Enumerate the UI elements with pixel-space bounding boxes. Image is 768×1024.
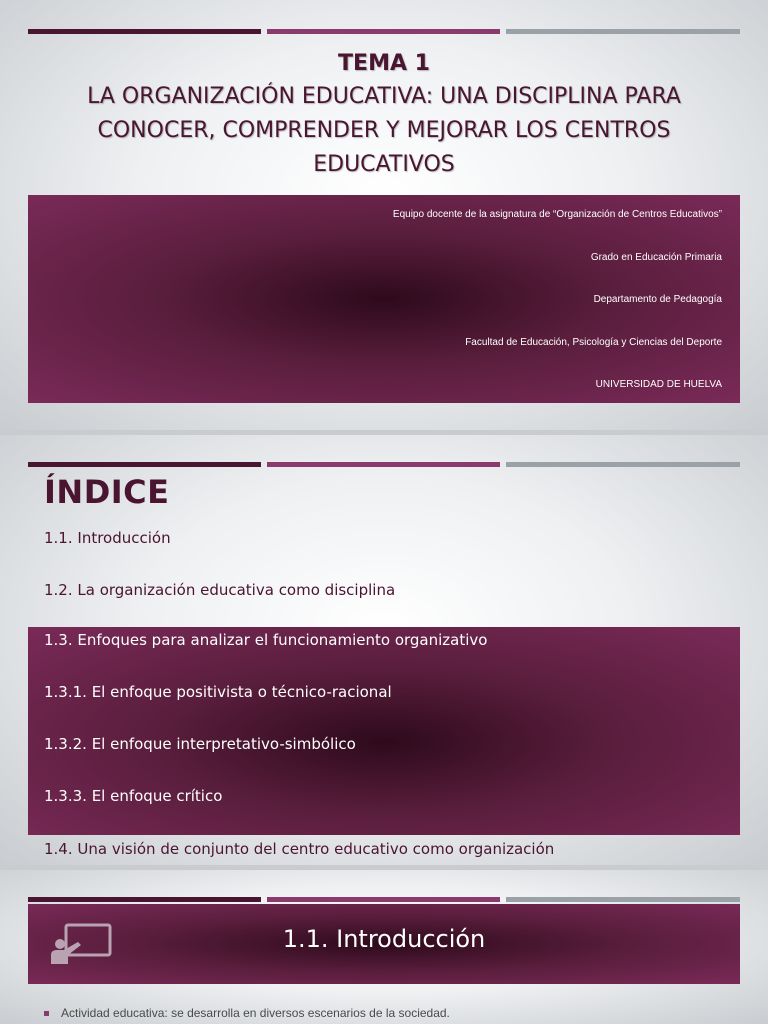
info-department: Departamento de Pedagogía <box>593 294 722 306</box>
index-item-1-3[interactable]: 1.3. Enfoques para analizar el funcionamiento organizativo <box>44 631 488 649</box>
info-faculty: Facultad de Educación, Psicología y Ciencias del Deporte <box>465 336 722 348</box>
subtitle-line-2: CONOCER, COMPRENDER Y MEJORAR LOS CENTROS <box>97 118 671 143</box>
index-title: ÍNDICE <box>44 473 170 511</box>
info-panel <box>28 195 740 403</box>
info-university: UNIVERSIDAD DE HUELVA <box>595 379 722 391</box>
accent-bar-gray <box>506 29 740 34</box>
accent-bar-gray <box>506 897 740 902</box>
section-header-panel <box>28 904 740 984</box>
index-item-1-2[interactable]: 1.2. La organización educativa como disciplina <box>44 581 396 599</box>
accent-bar-plum <box>267 897 500 902</box>
index-item-1-3-1[interactable]: 1.3.1. El enfoque positivista o técnico-racional <box>44 683 392 701</box>
info-team: Equipo docente de la asignatura de “Organización de Centros Educativos” <box>392 209 722 220</box>
title-slide[interactable] <box>0 0 768 430</box>
index-highlight-panel <box>28 627 740 835</box>
index-item-1-1[interactable]: 1.1. Introducción <box>44 529 171 547</box>
index-item-1-3-2[interactable]: 1.3.2. El enfoque interpretativo-simbólico <box>44 735 356 753</box>
info-degree: Grado en Educación Primaria <box>590 251 722 263</box>
subtitle-line-3: EDUCATIVOS <box>313 152 455 177</box>
accent-bar-dark <box>28 462 261 467</box>
accent-bar-gray <box>506 462 740 467</box>
section-title: 1.1. Introducción <box>282 925 486 953</box>
bullet-text: Actividad educativa: se desarrolla en diversos escenarios de la sociedad. <box>61 1006 450 1020</box>
accent-bar-dark <box>28 897 261 902</box>
slide-title-block <box>28 48 740 182</box>
tema-heading: TEMA 1 <box>338 51 430 76</box>
index-slide[interactable] <box>0 435 768 865</box>
bullet-square-icon <box>44 1011 49 1016</box>
accent-bar-plum <box>267 462 500 467</box>
index-item-1-3-3[interactable]: 1.3.3. El enfoque crítico <box>44 787 223 805</box>
bullet-item <box>44 1006 450 1020</box>
index-item-1-4[interactable]: 1.4. Una visión de conjunto del centro educativo como organización <box>44 840 555 858</box>
accent-bar-plum <box>267 29 500 34</box>
intro-slide[interactable] <box>0 870 768 1024</box>
subtitle-line-1: LA ORGANIZACIÓN EDUCATIVA: UNA DISCIPLINA PARA <box>87 84 681 109</box>
accent-bar-dark <box>28 29 261 34</box>
